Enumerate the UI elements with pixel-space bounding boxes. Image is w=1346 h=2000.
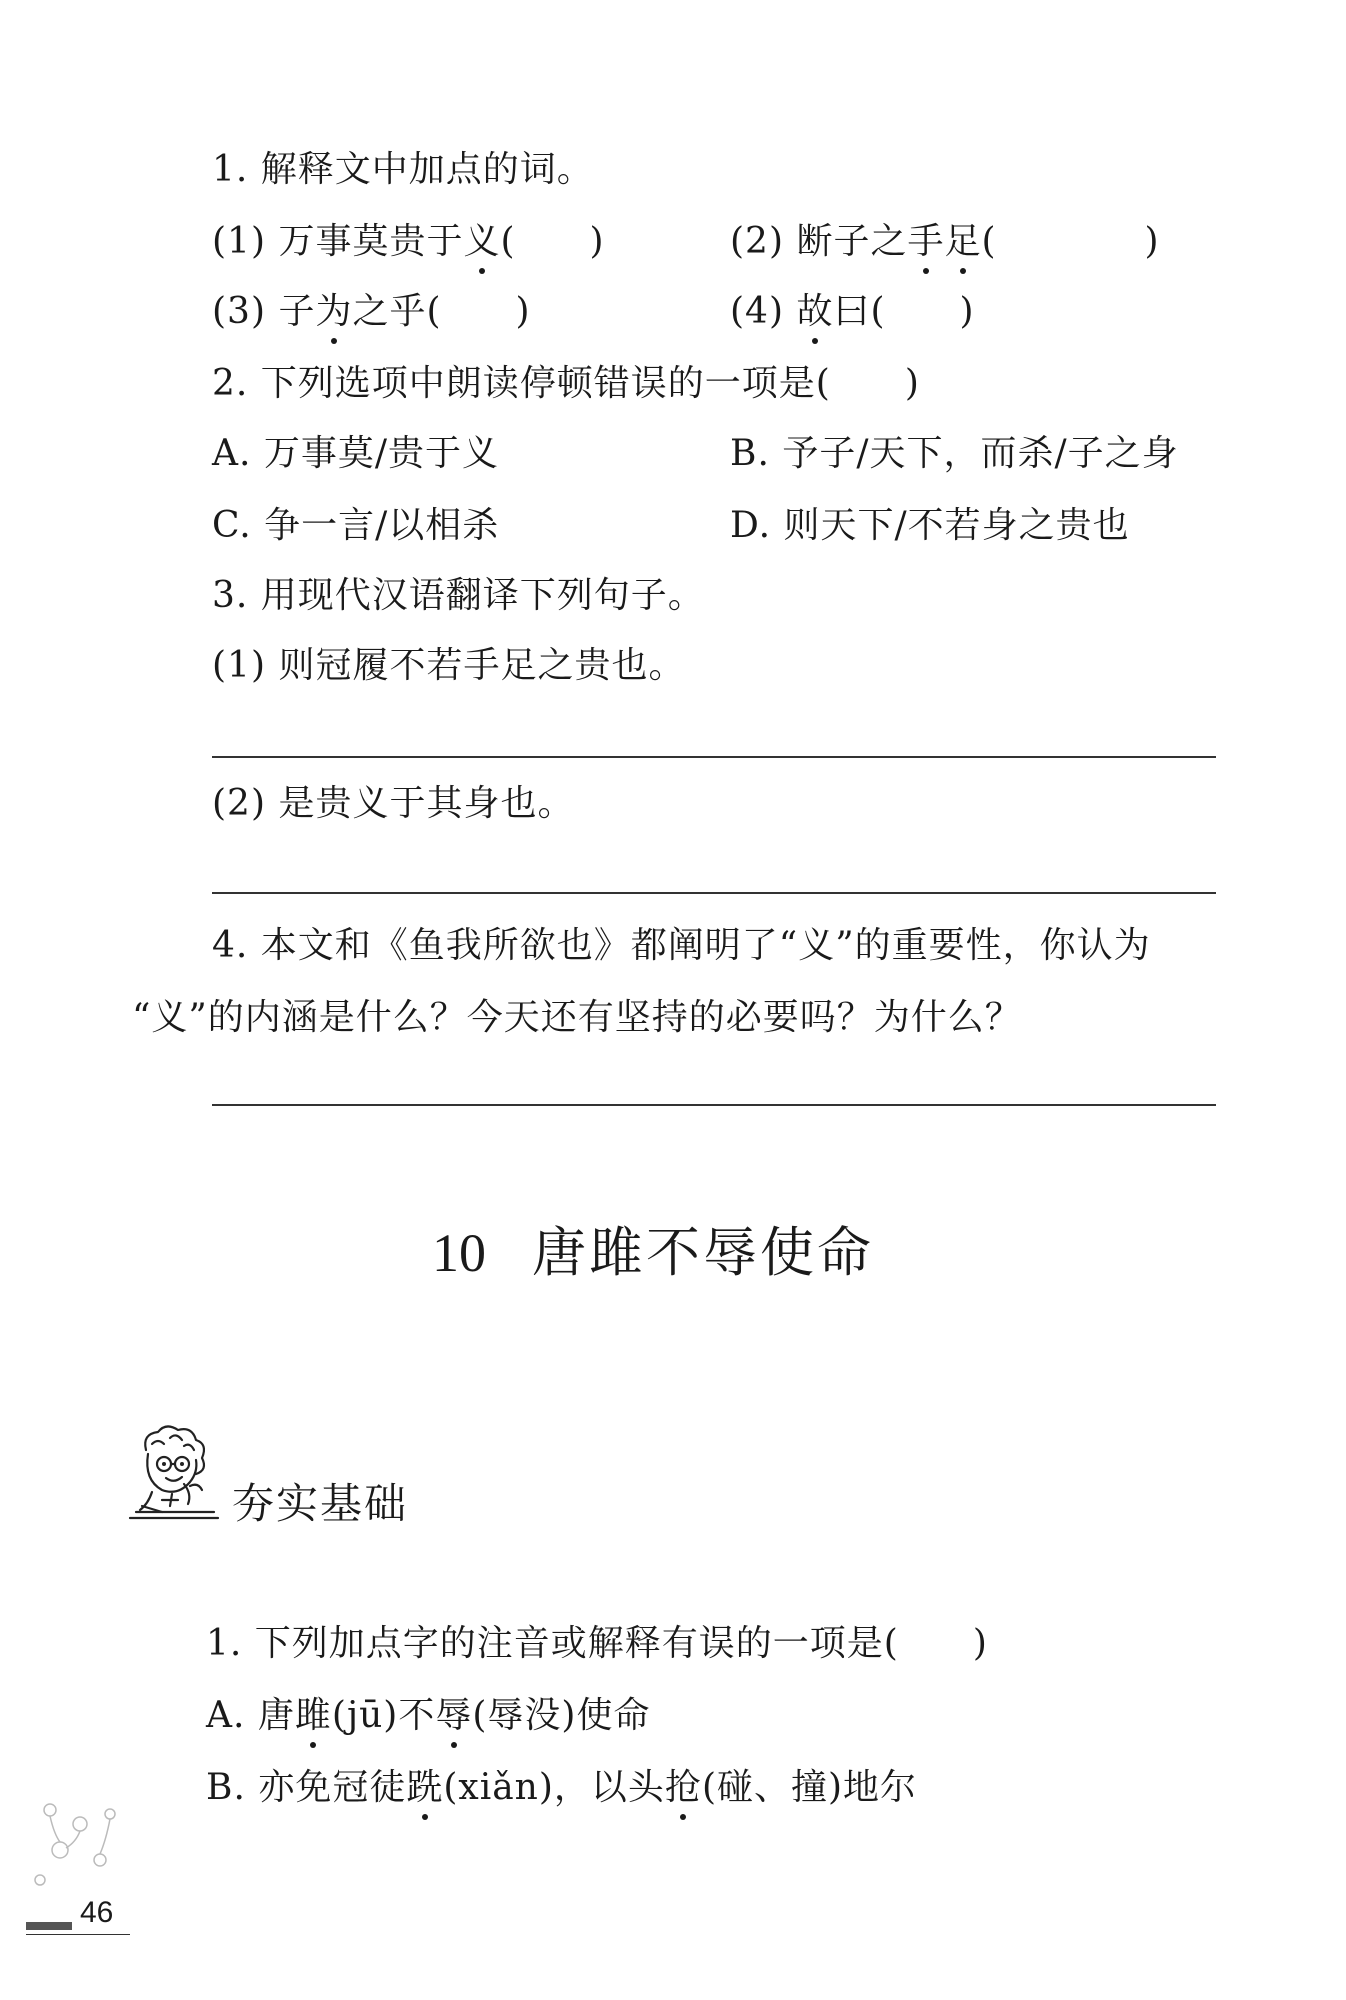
q4-line-1: 4. 本文和《鱼我所欲也》都阐明了“义”的重要性，你认为 bbox=[212, 925, 1151, 966]
page-number-bar bbox=[26, 1922, 72, 1930]
q2-stem: 2. 下列选项中朗读停顿错误的一项是( ) bbox=[212, 363, 920, 404]
q1-stem: 1. 解释文中加点的词。 bbox=[212, 149, 594, 190]
q2-option-c: C. 争一言/以相杀 bbox=[212, 505, 500, 546]
page-number-underline bbox=[26, 1934, 130, 1935]
answer-line-3 bbox=[212, 1104, 1216, 1106]
q3-sentence-2: (2) 是贵义于其身也。 bbox=[212, 783, 575, 824]
q1-item-4: (4) 故曰( ) bbox=[730, 288, 975, 336]
p1-option-a: A. 唐雎(jū)不辱(辱没)使命 bbox=[206, 1692, 650, 1740]
student-mascot-icon bbox=[118, 1420, 226, 1528]
q2-option-d: D. 则天下/不若身之贵也 bbox=[730, 505, 1130, 546]
q1-item-3: (3) 子为之乎( ) bbox=[212, 288, 531, 336]
q1-item-1: (1) 万事莫贵于义( ) bbox=[212, 218, 605, 266]
q3-sentence-1: (1) 则冠履不若手足之贵也。 bbox=[212, 645, 686, 686]
lesson-title bbox=[432, 1218, 874, 1288]
q2-option-a: A. 万事莫/贵于义 bbox=[212, 433, 500, 474]
answer-line-2 bbox=[212, 892, 1216, 894]
q3-stem: 3. 用现代汉语翻译下列句子。 bbox=[212, 575, 705, 616]
page-number: 46 bbox=[80, 1896, 114, 1929]
floral-decoration-icon bbox=[20, 1790, 140, 1900]
answer-line-1 bbox=[212, 756, 1216, 758]
q1-item-2: (2) 断子之手足( ) bbox=[730, 218, 1160, 266]
q4-line-2: “义”的内涵是什么？今天还有坚持的必要吗？为什么？ bbox=[132, 997, 1022, 1038]
lesson-number: 10 bbox=[432, 1223, 486, 1283]
p1-option-b: B. 亦免冠徒跣(xiǎn)，以头抢(碰、撞)地尔 bbox=[206, 1764, 917, 1812]
lesson-name: 唐雎不辱使命 bbox=[532, 1221, 874, 1284]
q2-option-b: B. 予子/天下，而杀/子之身 bbox=[730, 433, 1179, 474]
p1-stem: 1. 下列加点字的注音或解释有误的一项是( ) bbox=[206, 1623, 988, 1664]
section-title: 夯实基础 bbox=[232, 1479, 409, 1528]
